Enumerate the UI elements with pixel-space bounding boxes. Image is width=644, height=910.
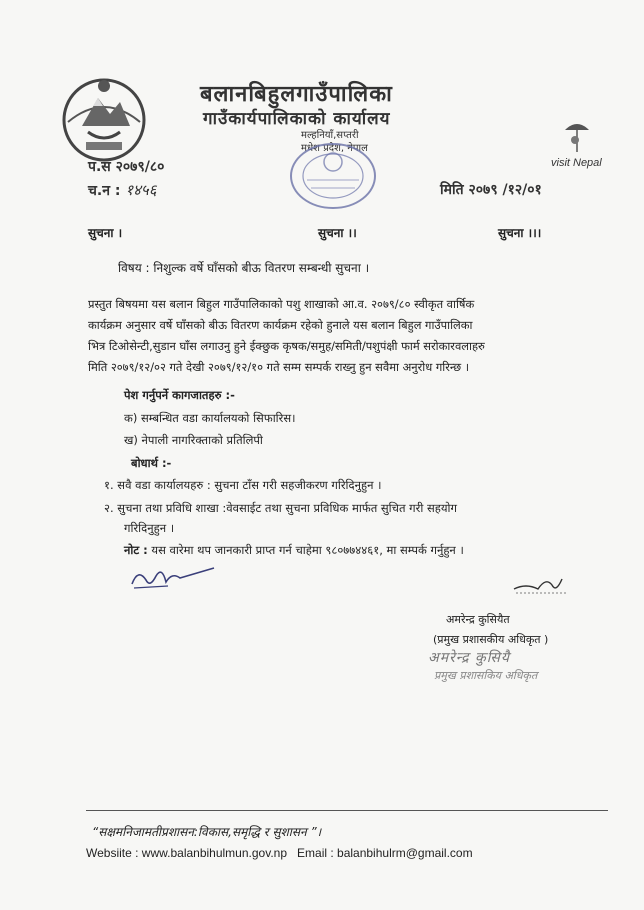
body-line: प्रस्तुत बिषयमा यस बलान बिहुल गाउँपालिकाको पशु शाखाको आ.व. २०७९/८० स्वीकृत वार्षिक — [88, 297, 475, 311]
address-line-2: मधेश प्रदेश, नेपाल — [301, 143, 368, 154]
office-stamp-icon — [287, 140, 379, 212]
document-item: क) सम्बन्धित वडा कार्यालयको सिफारिस। — [124, 411, 296, 425]
note-text: यस वारेमा थप जानकारी प्राप्त गर्न चाहेमा ९८०७७४४६१, मा सम्पर्क गर्नुहुन । — [151, 543, 464, 557]
document-item: ख) नेपाली नागरिक्ताको प्रतिलिपी — [124, 433, 263, 447]
footer-email: Email : balanbihulrm@gmail.com — [297, 846, 473, 860]
government-emblem-icon — [58, 72, 150, 164]
bodharth-title: बोधार्थ :- — [131, 456, 172, 470]
visit-logo-text: visit Nepal — [551, 157, 602, 169]
body-line: भित्र टिओसेन्टी,सुडान घाँस लगाउनु हुने ईक्छुक कृषक/समुह/समिती/पशुपंक्षी फार्म सरोकारवलाहरु — [88, 339, 485, 353]
officer-seal-name: अमरेन्द्र कुसियै — [428, 650, 510, 666]
footer-contact — [86, 846, 473, 860]
body-line: कार्यक्रम अनुसार वर्षे घाँसको बीऊ वितरण कार्यक्रम रहेको हुनाले यस बलान बिहुल गाउँपालिका — [88, 318, 473, 332]
officer-seal-title: प्रमुख प्रशासकिय अधिकृत — [434, 669, 538, 682]
office-name: गाउँकार्यपालिकाको कार्यालय — [203, 109, 391, 129]
footer-website: Websiite : www.balanbihulmun.gov.np — [86, 846, 287, 860]
note-line — [124, 543, 464, 558]
org-name: बलानबिहुलगाउँपालिका — [200, 82, 393, 107]
address-line-1: मल्हनियाँ,सप्तरी — [301, 130, 359, 141]
footer-divider — [86, 810, 608, 811]
subject-line: विषय : निशुल्क वर्षे घाँसको बीऊ वितरण सम्बन्धी सुचना । — [118, 261, 370, 275]
letter-date: मिति २०७९ /१२/०१ — [440, 182, 542, 198]
chalani-number-row — [88, 180, 157, 200]
body-paragraph — [88, 294, 610, 378]
chalani-number: १४५६ — [125, 181, 157, 199]
body-line: मिति २०७९/१२/०२ गते देखी २०७९/१२/१० गते सम्म सम्पर्क राख्नु हुन सवैमा अनुरोध गरिन्छ । — [88, 360, 470, 374]
officer-title: (प्रमुख प्रशासकीय अधिकृत ) — [433, 633, 549, 646]
signature-right-icon — [512, 573, 572, 595]
bodharth-item-2-line-1: २. सुचना तथा प्रविधि शाखा :वेवसाईट तथा सुचना प्रविधिक मार्फत सुचित गरी सहयोग — [104, 501, 457, 515]
bodharth-item-1: १. सवै वडा कार्यालयहरु : सुचना टाँस गरी सहजीकरण गरिदिनुहुन । — [104, 478, 382, 492]
bodharth-item-2-line-2: गरिदिनुहुन । — [124, 521, 175, 535]
officer-name: अमरेन्द्र कुसियैत — [446, 613, 510, 626]
documents-title: पेश गर्नुपर्ने कागजातहरु :- — [124, 388, 235, 402]
notice-heading-right: सुचना ।।। — [498, 226, 542, 240]
note-label: नोट : — [124, 543, 148, 557]
visit-nepal-logo-icon — [545, 112, 615, 172]
chalani-label: च.न : — [88, 183, 121, 199]
notice-heading-left: सुचना । — [88, 226, 123, 240]
notice-heading-center: सुचना ।। — [318, 226, 357, 240]
patra-sankhya: प.स २०७९/८० — [88, 159, 165, 175]
signature-left-icon — [128, 562, 218, 592]
footer-motto: “सक्षमनिजामतीप्रशासन:विकास,समृद्धि र सुशासन ”। — [92, 825, 322, 839]
